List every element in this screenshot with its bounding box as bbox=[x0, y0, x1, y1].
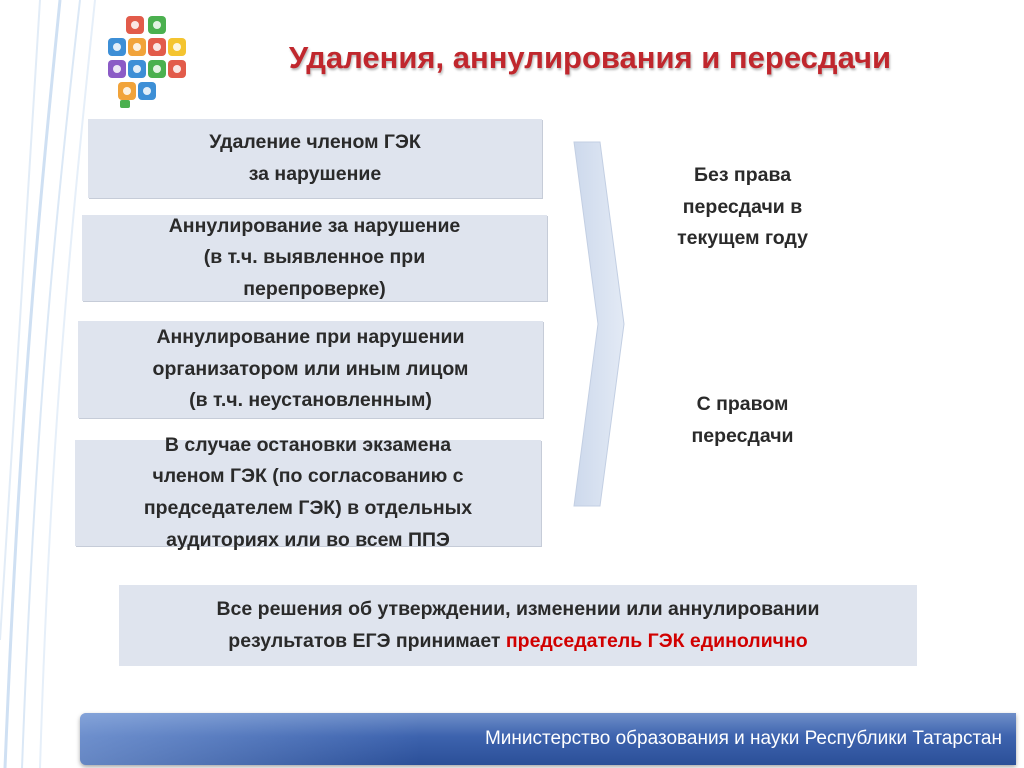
note-line-2 bbox=[228, 626, 807, 657]
case-line: В случае остановки экзамена bbox=[164, 433, 452, 456]
case-line: Аннулирование при нарушении bbox=[156, 326, 465, 349]
result-with-retake bbox=[640, 389, 845, 452]
result-line: Без права bbox=[693, 164, 792, 186]
case-line: председателем ГЭК) в отдельных bbox=[143, 497, 473, 519]
case-box-annulment-violation bbox=[82, 215, 547, 301]
footer-bar bbox=[80, 713, 1016, 765]
footer-ministry-name: Министерство образования и науки Республики Татарстан bbox=[484, 728, 1002, 749]
case-box-removal bbox=[88, 119, 542, 198]
bracket-arrow-icon bbox=[570, 138, 630, 510]
result-no-retake bbox=[640, 160, 845, 255]
education-logo-icon bbox=[108, 14, 186, 110]
decision-note bbox=[119, 585, 917, 666]
result-line: пересдачи в bbox=[682, 195, 803, 218]
case-line: Удаление членом ГЭК bbox=[209, 130, 421, 153]
case-line: Аннулирование за нарушение bbox=[168, 214, 461, 237]
footer-gloss bbox=[80, 713, 420, 765]
case-line: организатором или иным лицом bbox=[152, 357, 469, 380]
note-highlight: председатель ГЭК единолично bbox=[505, 629, 808, 652]
page-title: Удаления, аннулирования и пересдачи bbox=[288, 40, 892, 75]
result-line: пересдачи bbox=[691, 424, 794, 447]
case-line: членом ГЭК (по согласованию с bbox=[152, 465, 464, 488]
result-line: текущем году bbox=[677, 227, 808, 250]
note-line-2-prefix: результатов ЕГЭ принимает bbox=[228, 629, 506, 652]
case-line: перепроверке) bbox=[243, 277, 386, 300]
result-line: С правом bbox=[696, 393, 789, 415]
case-box-annulment-organizer bbox=[78, 321, 543, 418]
case-line: (в т.ч. неустановленным) bbox=[189, 389, 432, 412]
case-line: аудиториях или во всем ППЭ bbox=[166, 528, 450, 551]
note-line-1: Все решения об утверждении, изменении или аннулировании bbox=[216, 598, 820, 621]
case-line: за нарушение bbox=[248, 162, 382, 185]
case-line: (в т.ч. выявленное при bbox=[203, 246, 426, 269]
case-box-exam-stop bbox=[75, 433, 541, 551]
